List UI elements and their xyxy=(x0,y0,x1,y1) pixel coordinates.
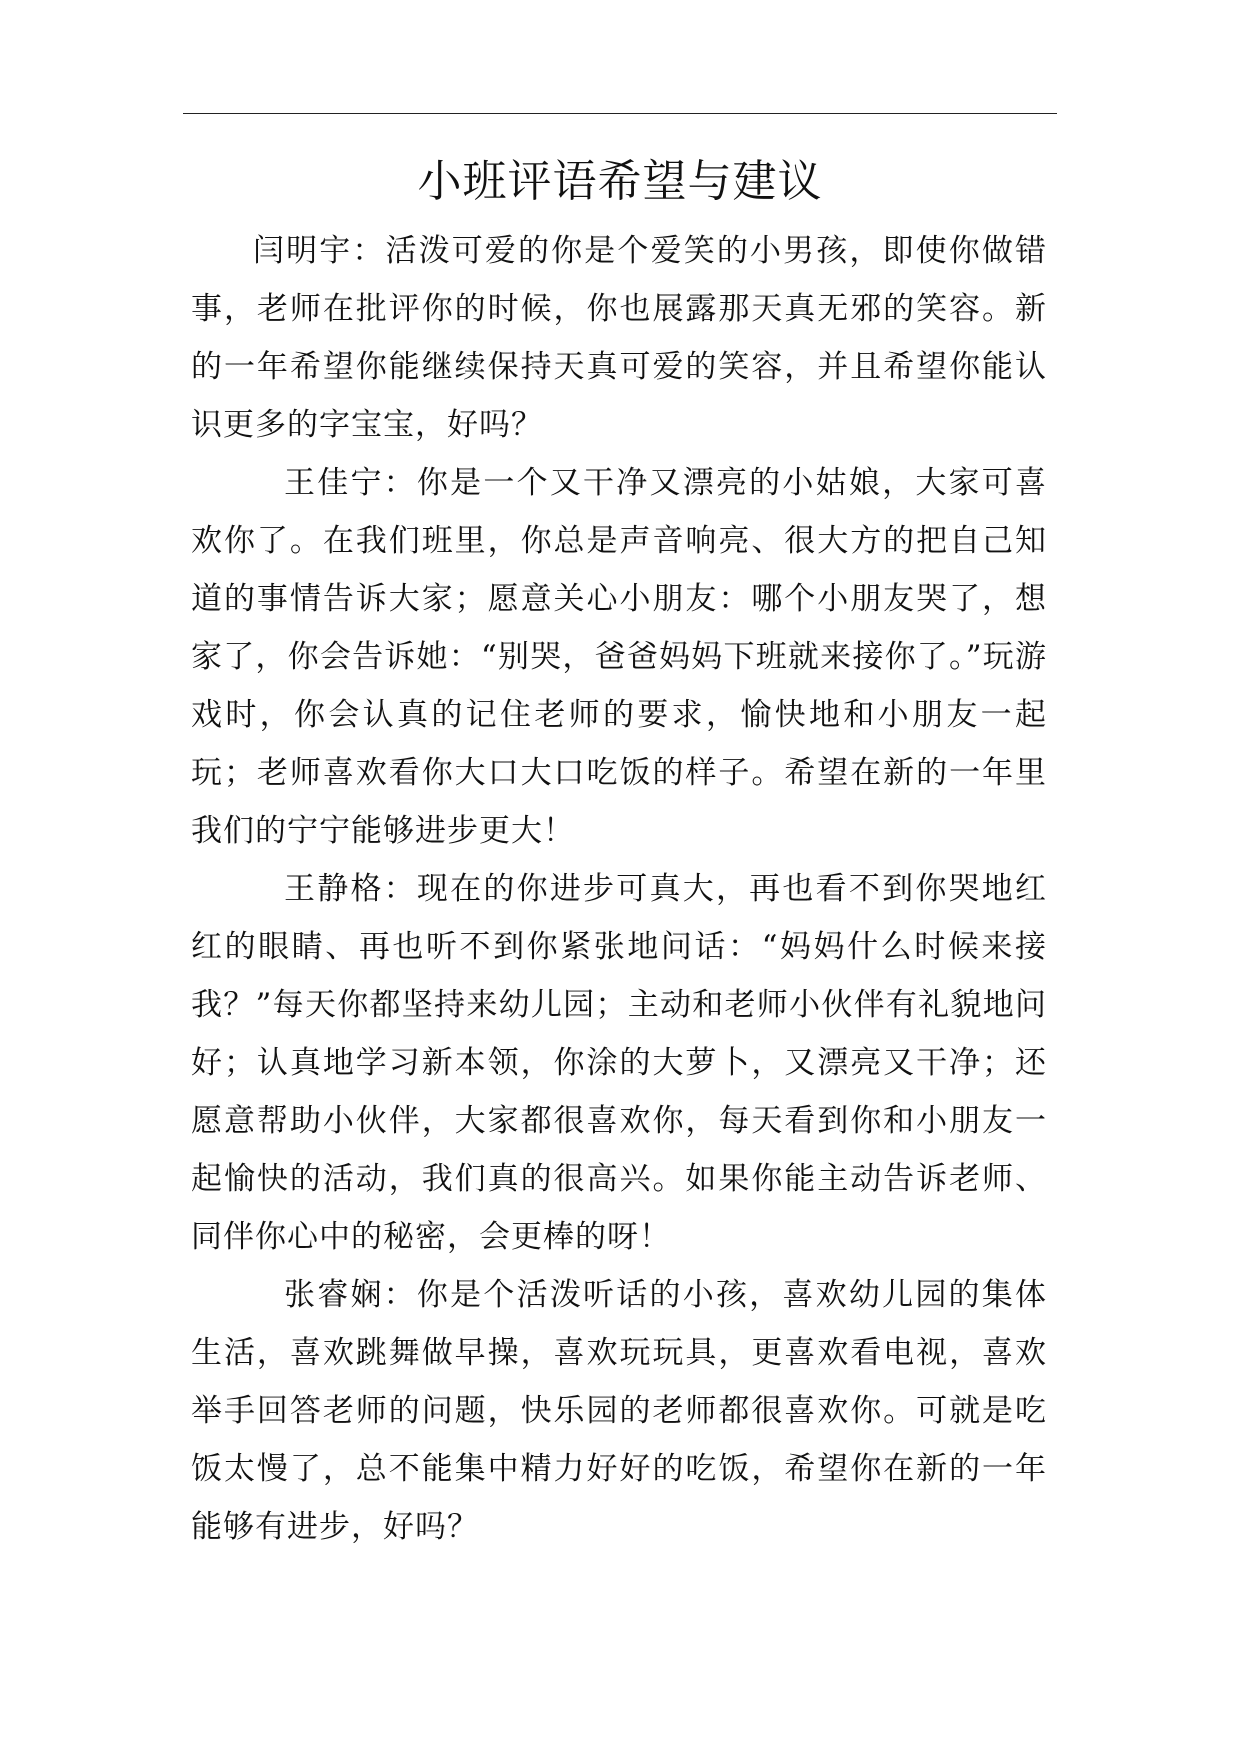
comment-paragraph-3: 王静格：现在的你进步可真大，再也看不到你哭地红红的眼睛、再也听不到你紧张地问话：“妈妈什么时候来接我？”每天你都坚持来幼儿园；主动和老师小伙伴有礼貌地问好；认真地学习新本领，你涂的大萝卜，又漂亮又干净；还愿意帮助小伙伴，大家都很喜欢你，每天看到你和小朋友一起愉快的活动，我们真的很高兴。如果你能主动告诉老师、同伴你心中的秘密，会更棒的呀！ xyxy=(191,871,1047,1255)
header-divider xyxy=(183,113,1057,114)
comment-paragraph-2: 王佳宁：你是一个又干净又漂亮的小姑娘，大家可喜欢你了。在我们班里，你总是声音响亮、很大方的把自己知道的事情告诉大家；愿意关心小朋友：哪个小朋友哭了，想家了，你会告诉她：“别哭，爸爸妈妈下班就来接你了。”玩游戏时，你会认真的记住老师的要求，愉快地和小朋友一起玩；老师喜欢看你大口大口吃饭的样子。希望在新的一年里我们的宁宁能够进步更大！ xyxy=(191,465,1047,849)
document-title: 小班评语希望与建议 xyxy=(417,156,823,207)
comment-paragraph-4: 张睿娴：你是个活泼听话的小孩，喜欢幼儿园的集体生活，喜欢跳舞做早操，喜欢玩玩具，更喜欢看电视，喜欢举手回答老师的问题，快乐园的老师都很喜欢你。可就是吃饭太慢了，总不能集中精力好好的吃饭，希望你在新的一年能够有进步，好吗？ xyxy=(191,1277,1047,1545)
document-body xyxy=(191,222,1047,1556)
comment-paragraph-1: 闫明宇：活泼可爱的你是个爱笑的小男孩，即使你做错事，老师在批评你的时候，你也展露那天真无邪的笑容。新的一年希望你能继续保持天真可爱的笑容，并且希望你能认识更多的字宝宝，好吗？ xyxy=(191,233,1047,443)
